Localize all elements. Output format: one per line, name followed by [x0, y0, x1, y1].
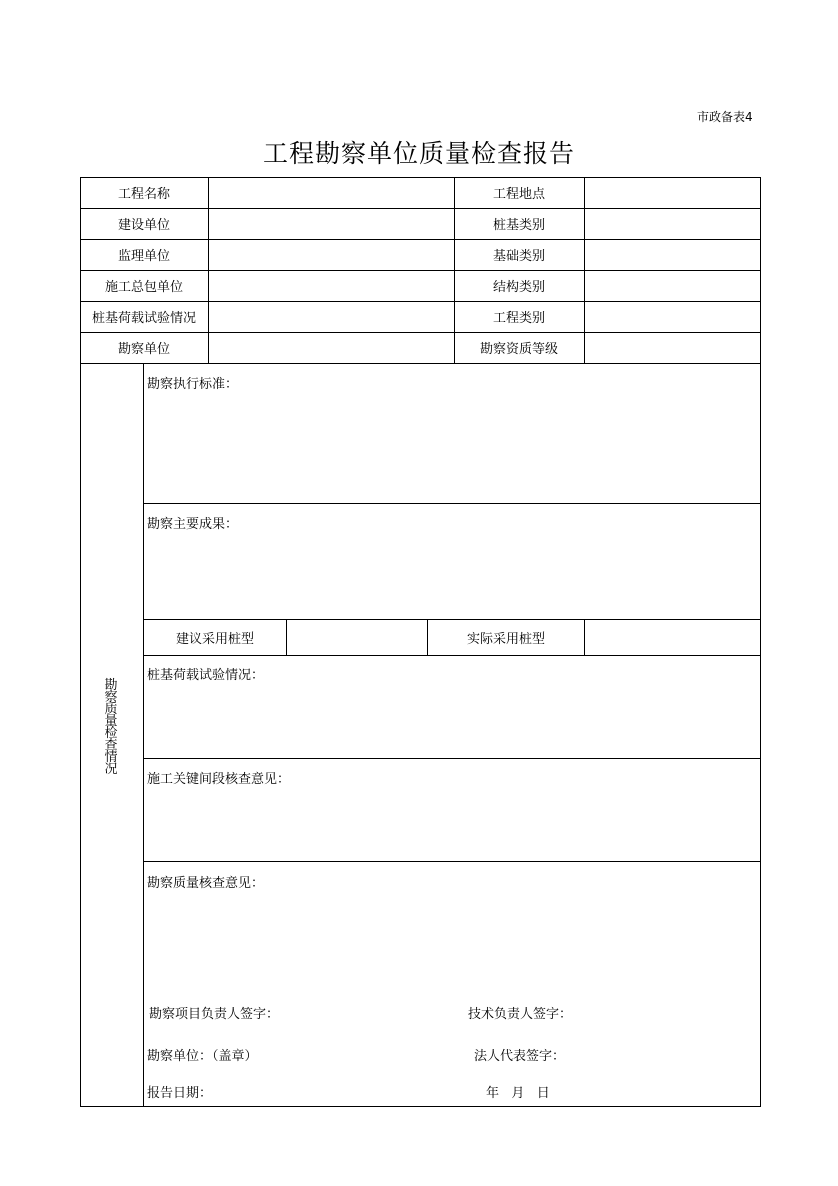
- field-survey-qualification[interactable]: [585, 332, 760, 363]
- field-foundation-category[interactable]: [585, 239, 760, 270]
- label-suggested-pile-type: 建议采用桩型: [175, 632, 254, 647]
- quality-review-opinion-label: 勘察质量核查意见：: [147, 876, 265, 891]
- label-structure-category: 结构类别: [492, 280, 545, 295]
- field-supervision-unit[interactable]: [209, 239, 454, 270]
- label-survey-unit: 勘察单位: [117, 342, 170, 357]
- label-pile-load-test: 桩基荷载试验情况: [91, 311, 196, 326]
- section-vertical-label: 勘 察 质 量 检 查 情 况: [104, 678, 118, 777]
- legal-rep-signature-label: 法人代表签字：: [474, 1049, 566, 1064]
- label-general-contractor: 施工总包单位: [104, 280, 183, 295]
- field-survey-unit[interactable]: [209, 332, 454, 363]
- survey-unit-seal-label: 勘察单位：（盖章）: [147, 1049, 258, 1064]
- page-title: 工程勘察单位质量检查报告: [262, 139, 575, 168]
- project-lead-signature-label: 勘察项目负责人签字：: [149, 1007, 280, 1022]
- field-pile-load-test[interactable]: [209, 301, 454, 332]
- form-code: 市政备表4: [697, 110, 753, 124]
- survey-results-label: 勘察主要成果：: [147, 517, 239, 532]
- field-construction-unit[interactable]: [209, 208, 454, 239]
- label-project-name: 工程名称: [117, 187, 170, 202]
- field-general-contractor[interactable]: [209, 270, 454, 301]
- field-suggested-pile-type[interactable]: [287, 620, 427, 655]
- field-structure-category[interactable]: [585, 270, 760, 301]
- label-pile-category: 桩基类别: [492, 218, 545, 233]
- key-stage-review-label: 施工关键间段核查意见：: [147, 772, 291, 787]
- field-pile-category[interactable]: [585, 208, 760, 239]
- pile-load-test-label: 桩基荷载试验情况：: [147, 668, 265, 683]
- label-foundation-category: 基础类别: [492, 249, 545, 264]
- label-project-location: 工程地点: [492, 187, 545, 202]
- field-project-location[interactable]: [585, 177, 760, 208]
- field-actual-pile-type[interactable]: [585, 620, 760, 655]
- label-project-category: 工程类别: [492, 311, 545, 326]
- label-actual-pile-type: 实际采用桩型: [466, 632, 545, 647]
- label-supervision-unit: 监理单位: [117, 249, 170, 264]
- label-survey-qualification: 勘察资质等级: [479, 342, 558, 357]
- field-project-category[interactable]: [585, 301, 760, 332]
- date-placeholder: 年 月 日: [486, 1086, 550, 1101]
- field-project-name[interactable]: [209, 177, 454, 208]
- tech-lead-signature-label: 技术负责人签字：: [468, 1007, 573, 1022]
- report-date-label: 报告日期：: [147, 1086, 213, 1101]
- survey-standard-label: 勘察执行标准：: [147, 377, 239, 392]
- label-construction-unit: 建设单位: [117, 218, 170, 233]
